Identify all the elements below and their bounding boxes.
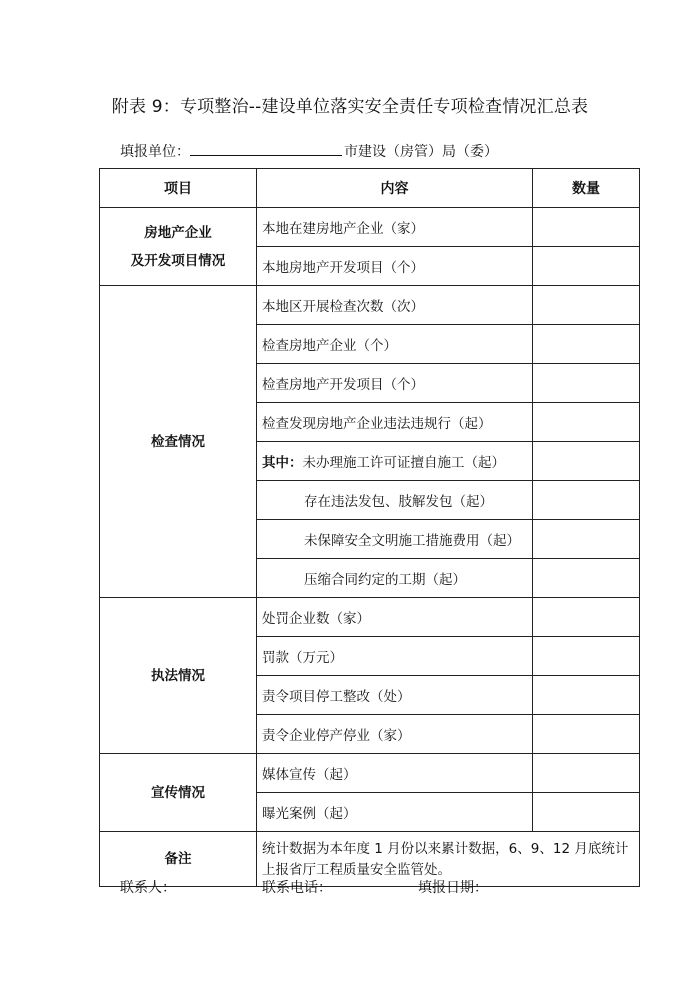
- quantity-cell[interactable]: [533, 637, 640, 676]
- table-row-remarks: [100, 832, 640, 887]
- category-enforcement: 执法情况: [100, 598, 257, 754]
- reporting-unit-suffix: 市建设（房管）局（委）: [344, 144, 498, 160]
- reporting-unit-label: 填报单位：: [120, 144, 190, 160]
- table-row: [100, 598, 640, 637]
- reporting-unit-blank[interactable]: [190, 141, 342, 156]
- header-content: 内容: [257, 169, 533, 208]
- row-label: 本地房地产开发项目（个）: [257, 247, 533, 286]
- contact-label: 联系人：: [120, 880, 176, 896]
- of-which-first: 未办理施工许可证擅自施工（起）: [302, 455, 505, 471]
- category-realestate: [100, 208, 257, 286]
- row-label: 曝光案例（起）: [257, 793, 533, 832]
- quantity-cell[interactable]: [533, 247, 640, 286]
- row-label: 检查发现房地产企业违法违规行（起）: [257, 403, 533, 442]
- quantity-cell[interactable]: [533, 715, 640, 754]
- reporting-unit-line: [120, 141, 498, 161]
- row-label: 处罚企业数（家）: [257, 598, 533, 637]
- category-realestate-line1: 房地产企业: [144, 224, 212, 241]
- row-label: 责令企业停产停业（家）: [257, 715, 533, 754]
- table-header-row: [100, 169, 640, 208]
- quantity-cell[interactable]: [533, 208, 640, 247]
- row-label: 未保障安全文明施工措施费用（起）: [257, 520, 533, 559]
- quantity-cell[interactable]: [533, 481, 640, 520]
- date-label: 填报日期：: [418, 880, 488, 896]
- summary-table: [99, 168, 640, 887]
- category-remarks: 备注: [100, 832, 257, 887]
- quantity-cell[interactable]: [533, 598, 640, 637]
- header-item: 项目: [100, 169, 257, 208]
- quantity-cell[interactable]: [533, 754, 640, 793]
- row-label-of-which: [257, 442, 533, 481]
- quantity-cell[interactable]: [533, 520, 640, 559]
- category-realestate-line2: 及开发项目情况: [130, 252, 226, 269]
- row-label: 罚款（万元）: [257, 637, 533, 676]
- row-label: 检查房地产开发项目（个）: [257, 364, 533, 403]
- quantity-cell[interactable]: [533, 793, 640, 832]
- row-label: 责令项目停工整改（处）: [257, 676, 533, 715]
- quantity-cell[interactable]: [533, 403, 640, 442]
- table-row: [100, 754, 640, 793]
- quantity-cell[interactable]: [533, 325, 640, 364]
- quantity-cell[interactable]: [533, 286, 640, 325]
- row-label: 本地在建房地产企业（家）: [257, 208, 533, 247]
- quantity-cell[interactable]: [533, 676, 640, 715]
- category-publicity: 宣传情况: [100, 754, 257, 832]
- row-label: 压缩合同约定的工期（起）: [257, 559, 533, 598]
- phone-label: 联系电话：: [262, 880, 332, 896]
- remarks-text: 统计数据为本年度 1 月份以来累计数据，6、9、12 月底统计上报省厅工程质量安全监管处。: [257, 832, 640, 887]
- of-which-label: 其中：: [262, 455, 303, 471]
- row-label: 存在违法发包、肢解发包（起）: [257, 481, 533, 520]
- row-label: 检查房地产企业（个）: [257, 325, 533, 364]
- quantity-cell[interactable]: [533, 559, 640, 598]
- row-label: 媒体宣传（起）: [257, 754, 533, 793]
- category-inspection: 检查情况: [100, 286, 257, 598]
- table-row: [100, 208, 640, 247]
- document-title: 附表 9：专项整治--建设单位落实安全责任专项检查情况汇总表: [111, 97, 589, 117]
- table-row: [100, 286, 640, 325]
- quantity-cell[interactable]: [533, 364, 640, 403]
- header-quantity: 数量: [533, 169, 640, 208]
- row-label: 本地区开展检查次数（次）: [257, 286, 533, 325]
- quantity-cell[interactable]: [533, 442, 640, 481]
